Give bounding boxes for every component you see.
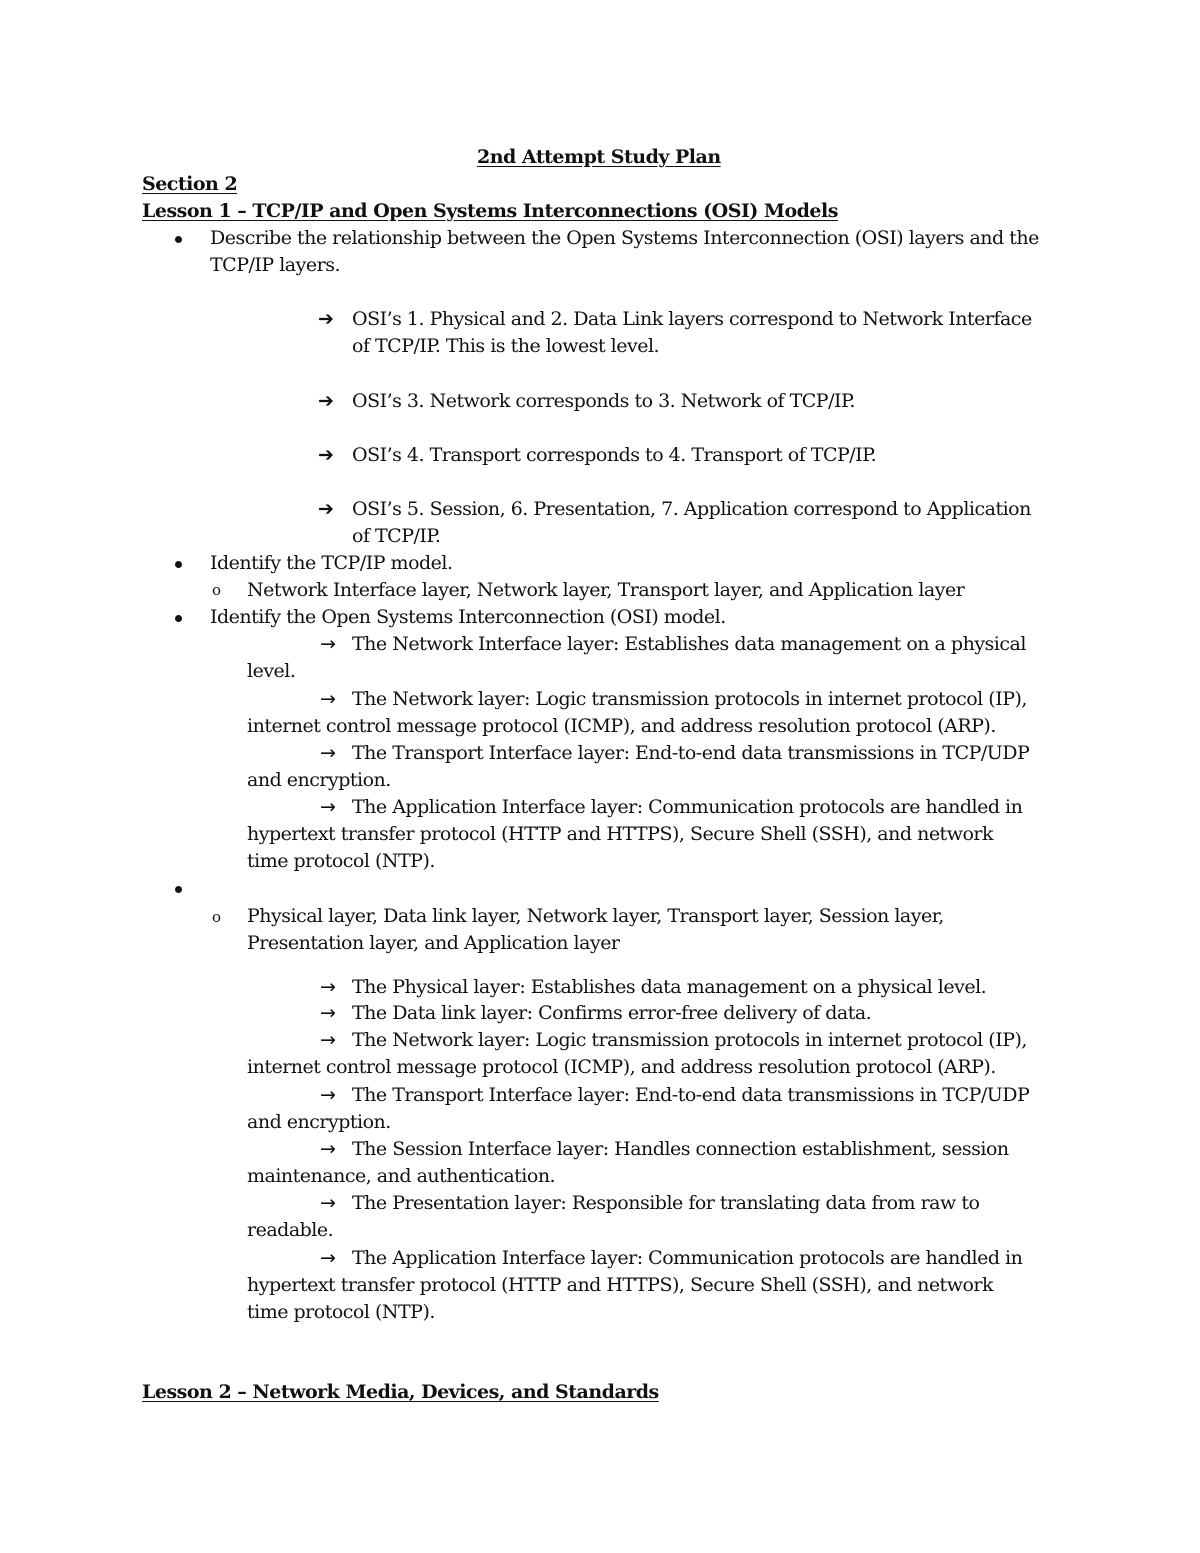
sub-bullet-text: Presentation layer, and Application layer bbox=[247, 932, 620, 954]
layer-description-line: The Network layer: Logic transmission protocols in internet protocol (IP), bbox=[352, 688, 1027, 710]
bullet-icon bbox=[175, 615, 182, 622]
layer-description-line: The Session Interface layer: Handles connection establishment, session bbox=[352, 1138, 1009, 1160]
layer-description-line: maintenance, and authentication. bbox=[247, 1165, 556, 1187]
arrow-right-icon: → bbox=[320, 742, 336, 764]
layer-description-line: readable. bbox=[247, 1219, 334, 1241]
bullet-text-line: Identify the TCP/IP model. bbox=[210, 552, 453, 574]
layer-description-line: hypertext transfer protocol (HTTP and HTTPS), Secure Shell (SSH), and network bbox=[247, 1274, 993, 1296]
arrow-right-icon: ➔ bbox=[318, 390, 334, 412]
bullet-text-line: Identify the Open Systems Interconnection (OSI) model. bbox=[210, 606, 726, 628]
arrow-right-icon: → bbox=[320, 796, 336, 818]
layer-description-line: time protocol (NTP). bbox=[247, 1301, 435, 1323]
layer-description-line: The Application Interface layer: Communication protocols are handled in bbox=[352, 796, 1023, 818]
document-title: 2nd Attempt Study Plan bbox=[477, 146, 721, 168]
layer-description-line: The Application Interface layer: Communication protocols are handled in bbox=[352, 1247, 1023, 1269]
arrow-right-icon: → bbox=[320, 1029, 336, 1051]
sub-bullet-icon: o bbox=[212, 581, 221, 599]
layer-description-line: The Network layer: Logic transmission protocols in internet protocol (IP), bbox=[352, 1029, 1027, 1051]
layer-description-line: internet control message protocol (ICMP), and address resolution protocol (ARP). bbox=[247, 1056, 996, 1078]
arrow-right-icon: ➔ bbox=[318, 498, 334, 520]
bullet-text-line: Describe the relationship between the Open Systems Interconnection (OSI) layers and the bbox=[210, 227, 1039, 249]
arrow-right-icon: ➔ bbox=[318, 308, 334, 330]
arrow-right-icon: ➔ bbox=[318, 444, 334, 466]
arrow-right-icon: → bbox=[320, 633, 336, 655]
arrow-right-icon: → bbox=[320, 1192, 336, 1214]
layer-description-line: and encryption. bbox=[247, 1111, 391, 1133]
layer-description-line: hypertext transfer protocol (HTTP and HTTPS), Secure Shell (SSH), and network bbox=[247, 823, 993, 845]
arrow-item-line: OSI’s 3. Network corresponds to 3. Network of TCP/IP. bbox=[352, 390, 855, 412]
lesson-1-heading: Lesson 1 – TCP/IP and Open Systems Interconnections (OSI) Models bbox=[142, 200, 838, 222]
sub-bullet-text: Physical layer, Data link layer, Network layer, Transport layer, Session layer, bbox=[247, 905, 944, 927]
layer-description-line: The Network Interface layer: Establishes data management on a physical bbox=[352, 633, 1026, 655]
arrow-item-line: OSI’s 5. Session, 6. Presentation, 7. Application correspond to Application bbox=[352, 498, 1031, 520]
arrow-right-icon: → bbox=[320, 1247, 336, 1269]
arrow-item-line: OSI’s 1. Physical and 2. Data Link layers correspond to Network Interface bbox=[352, 308, 1032, 330]
arrow-right-icon: → bbox=[320, 1084, 336, 1106]
layer-description-line: level. bbox=[247, 660, 296, 682]
layer-description-line: The Transport Interface layer: End-to-end data transmissions in TCP/UDP bbox=[352, 742, 1030, 764]
arrow-right-icon: → bbox=[320, 1138, 336, 1160]
bullet-icon bbox=[175, 561, 182, 568]
layer-description-line: time protocol (NTP). bbox=[247, 850, 435, 872]
layer-description-line: The Physical layer: Establishes data management on a physical level. bbox=[352, 976, 987, 998]
arrow-right-icon: → bbox=[320, 688, 336, 710]
bullet-icon bbox=[175, 886, 182, 893]
bullet-text-line: TCP/IP layers. bbox=[210, 254, 340, 276]
section-heading: Section 2 bbox=[142, 173, 238, 195]
layer-description-line: internet control message protocol (ICMP), and address resolution protocol (ARP). bbox=[247, 715, 996, 737]
arrow-right-icon: → bbox=[320, 976, 336, 998]
arrow-item-line: of TCP/IP. bbox=[352, 525, 441, 547]
layer-description-line: The Data link layer: Confirms error-free delivery of data. bbox=[352, 1002, 872, 1024]
arrow-item-line: OSI’s 4. Transport corresponds to 4. Transport of TCP/IP. bbox=[352, 444, 877, 466]
layer-description-line: The Presentation layer: Responsible for translating data from raw to bbox=[352, 1192, 980, 1214]
arrow-item-line: of TCP/IP. This is the lowest level. bbox=[352, 335, 660, 357]
sub-bullet-text: Network Interface layer, Network layer, Transport layer, and Application layer bbox=[247, 579, 965, 601]
lesson-2-heading: Lesson 2 – Network Media, Devices, and Standards bbox=[142, 1381, 659, 1403]
bullet-icon bbox=[175, 236, 182, 243]
arrow-right-icon: → bbox=[320, 1002, 336, 1024]
layer-description-line: and encryption. bbox=[247, 769, 391, 791]
layer-description-line: The Transport Interface layer: End-to-end data transmissions in TCP/UDP bbox=[352, 1084, 1030, 1106]
sub-bullet-icon: o bbox=[212, 908, 221, 926]
